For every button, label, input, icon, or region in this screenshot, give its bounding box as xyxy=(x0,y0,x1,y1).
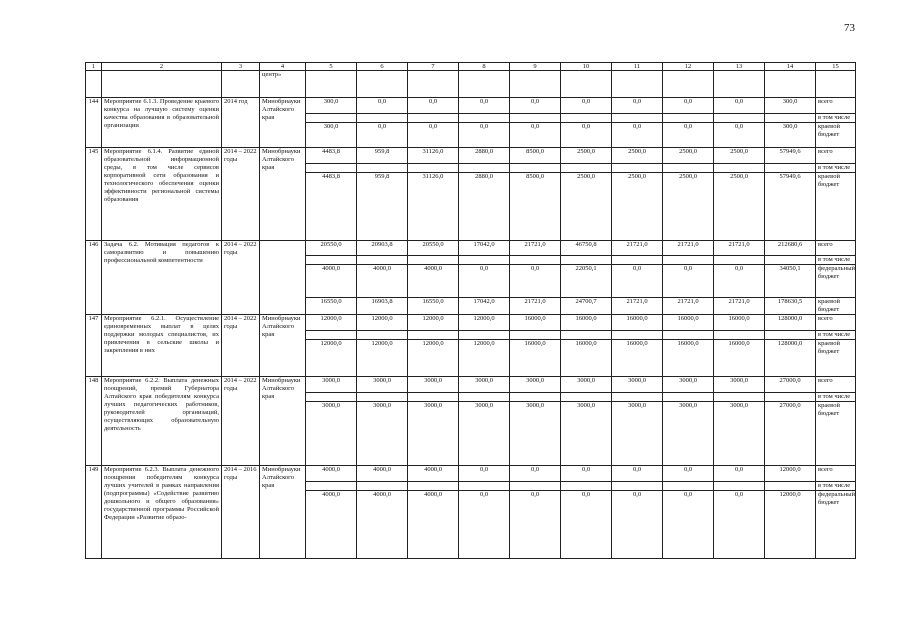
table-cell xyxy=(714,71,765,98)
value-cell: 178630,5 xyxy=(765,298,816,315)
value-cell xyxy=(306,164,357,173)
column-number-cell: 10 xyxy=(561,63,612,71)
table-cell xyxy=(86,71,102,98)
funding-source: федеральный бюджет xyxy=(816,491,856,559)
funding-source: краевой бюджет xyxy=(816,173,856,241)
value-cell xyxy=(459,331,510,340)
funding-source: в том числе xyxy=(816,393,856,402)
value-cell xyxy=(408,114,459,123)
value-cell: 0,0 xyxy=(510,123,561,148)
value-cell xyxy=(714,393,765,402)
value-cell xyxy=(663,482,714,491)
value-cell: 0,0 xyxy=(663,123,714,148)
funding-source: всего xyxy=(816,148,856,164)
funding-source: всего xyxy=(816,98,856,114)
value-cell: 128000,0 xyxy=(765,340,816,377)
value-cell: 300,0 xyxy=(306,98,357,114)
value-cell xyxy=(714,482,765,491)
value-cell: 0,0 xyxy=(714,123,765,148)
value-cell xyxy=(306,393,357,402)
value-cell: 3000,0 xyxy=(663,377,714,393)
value-cell xyxy=(765,164,816,173)
value-cell xyxy=(765,114,816,123)
value-cell: 8500,0 xyxy=(510,148,561,164)
funding-source: в том числе xyxy=(816,114,856,123)
value-cell: 2500,0 xyxy=(714,173,765,241)
row-number: 147 xyxy=(86,315,102,377)
value-cell: 27000,0 xyxy=(765,377,816,393)
value-cell: 3000,0 xyxy=(663,402,714,466)
value-cell xyxy=(306,256,357,265)
value-cell xyxy=(357,331,408,340)
value-cell: 2500,0 xyxy=(612,148,663,164)
value-cell xyxy=(663,114,714,123)
funding-source: краевой бюджет xyxy=(816,123,856,148)
value-cell: 2500,0 xyxy=(663,173,714,241)
value-cell xyxy=(510,114,561,123)
value-cell xyxy=(306,114,357,123)
funding-source: в том числе xyxy=(816,164,856,173)
value-cell xyxy=(561,114,612,123)
table-row xyxy=(86,466,856,482)
value-cell: 16000,0 xyxy=(663,340,714,377)
value-cell: 0,0 xyxy=(714,466,765,482)
column-number-cell: 6 xyxy=(357,63,408,71)
value-cell: 2500,0 xyxy=(714,148,765,164)
value-cell xyxy=(663,164,714,173)
value-cell: 2500,0 xyxy=(561,148,612,164)
value-cell xyxy=(408,256,459,265)
value-cell: 16000,0 xyxy=(612,315,663,331)
row-executor: Минобрнауки Алтайского края xyxy=(260,466,306,559)
value-cell: 22050,1 xyxy=(561,265,612,298)
value-cell xyxy=(561,164,612,173)
row-term: 2014 год xyxy=(222,98,260,148)
row-executor xyxy=(260,241,306,315)
value-cell: 16903,8 xyxy=(357,298,408,315)
budget-table xyxy=(85,62,856,559)
value-cell: 0,0 xyxy=(714,98,765,114)
value-cell: 4000,0 xyxy=(357,466,408,482)
value-cell: 4483,8 xyxy=(306,173,357,241)
value-cell: 21721,0 xyxy=(714,298,765,315)
row-term: 2014 – 2022 годы xyxy=(222,148,260,241)
value-cell: 12000,0 xyxy=(357,340,408,377)
value-cell: 21721,0 xyxy=(663,298,714,315)
value-cell: 0,0 xyxy=(459,98,510,114)
value-cell xyxy=(459,164,510,173)
funding-source: всего xyxy=(816,377,856,393)
table-body xyxy=(86,63,856,559)
column-number-cell: 12 xyxy=(663,63,714,71)
value-cell: 20550,0 xyxy=(306,241,357,256)
value-cell xyxy=(357,164,408,173)
table-row xyxy=(86,148,856,164)
value-cell: 2500,0 xyxy=(663,148,714,164)
value-cell: 12000,0 xyxy=(408,315,459,331)
table-cell xyxy=(663,71,714,98)
row-executor: Минобрнауки Алтайского края xyxy=(260,148,306,241)
value-cell: 0,0 xyxy=(561,491,612,559)
value-cell xyxy=(459,256,510,265)
value-cell xyxy=(714,256,765,265)
value-cell: 3000,0 xyxy=(357,402,408,466)
value-cell: 12000,0 xyxy=(459,315,510,331)
table-row xyxy=(86,98,856,114)
value-cell xyxy=(765,331,816,340)
value-cell: 959,8 xyxy=(357,148,408,164)
value-cell: 57949,6 xyxy=(765,173,816,241)
value-cell: 3000,0 xyxy=(561,377,612,393)
table-cell xyxy=(765,71,816,98)
table-cell xyxy=(408,71,459,98)
value-cell xyxy=(510,482,561,491)
value-cell: 16000,0 xyxy=(510,315,561,331)
value-cell: 4000,0 xyxy=(357,265,408,298)
row-term: 2014 – 2022 годы xyxy=(222,315,260,377)
value-cell: 12000,0 xyxy=(765,466,816,482)
value-cell xyxy=(459,114,510,123)
funding-source: краевой бюджет xyxy=(816,298,856,315)
row-executor: Минобрнауки Алтайского края xyxy=(260,377,306,466)
value-cell: 0,0 xyxy=(357,98,408,114)
value-cell: 20550,0 xyxy=(408,241,459,256)
value-cell: 3000,0 xyxy=(612,377,663,393)
value-cell xyxy=(510,164,561,173)
value-cell: 34050,1 xyxy=(765,265,816,298)
column-number-cell: 2 xyxy=(102,63,222,71)
value-cell xyxy=(612,482,663,491)
value-cell: 3000,0 xyxy=(357,377,408,393)
value-cell xyxy=(663,393,714,402)
value-cell: 3000,0 xyxy=(306,402,357,466)
funding-source: всего xyxy=(816,315,856,331)
value-cell: 8500,0 xyxy=(510,173,561,241)
value-cell: 2880,0 xyxy=(459,173,510,241)
value-cell: 0,0 xyxy=(663,98,714,114)
value-cell: 2500,0 xyxy=(561,173,612,241)
value-cell: 20903,8 xyxy=(357,241,408,256)
row-name: Задача 6.2. Мотивация педагогов к саморазвитию и повышению профессиональной компетентности xyxy=(102,241,222,315)
value-cell: 57949,6 xyxy=(765,148,816,164)
value-cell: 300,0 xyxy=(306,123,357,148)
value-cell: 0,0 xyxy=(714,265,765,298)
column-number-cell: 9 xyxy=(510,63,561,71)
row-name: Мероприятие 6.2.1. Осуществление единовременных выплат в целях поддержки молодых специалистов, их привлечения в сельские школы и закрепления в них xyxy=(102,315,222,377)
value-cell xyxy=(714,114,765,123)
value-cell: 31126,0 xyxy=(408,148,459,164)
value-cell: 4000,0 xyxy=(408,466,459,482)
column-number-cell: 13 xyxy=(714,63,765,71)
value-cell: 0,0 xyxy=(510,491,561,559)
value-cell: 0,0 xyxy=(714,491,765,559)
value-cell xyxy=(765,256,816,265)
column-number-row xyxy=(86,63,856,71)
value-cell xyxy=(765,482,816,491)
column-number-cell: 5 xyxy=(306,63,357,71)
value-cell xyxy=(408,482,459,491)
value-cell xyxy=(714,331,765,340)
funding-source: в том числе xyxy=(816,331,856,340)
value-cell: 16000,0 xyxy=(510,340,561,377)
funding-source: всего xyxy=(816,241,856,256)
value-cell: 21721,0 xyxy=(612,298,663,315)
table-cell xyxy=(612,71,663,98)
value-cell: 959,8 xyxy=(357,173,408,241)
value-cell xyxy=(561,331,612,340)
row-number: 148 xyxy=(86,377,102,466)
value-cell: 12000,0 xyxy=(459,340,510,377)
column-number-cell: 15 xyxy=(816,63,856,71)
value-cell: 12000,0 xyxy=(357,315,408,331)
value-cell: 0,0 xyxy=(510,265,561,298)
value-cell: 24700,7 xyxy=(561,298,612,315)
value-cell: 2880,0 xyxy=(459,148,510,164)
row-term: 2014 – 2022 годы xyxy=(222,241,260,315)
funding-source: в том числе xyxy=(816,482,856,491)
table-cell xyxy=(306,71,357,98)
value-cell: 27000,0 xyxy=(765,402,816,466)
value-cell: 3000,0 xyxy=(306,377,357,393)
value-cell: 0,0 xyxy=(357,123,408,148)
value-cell: 21721,0 xyxy=(714,241,765,256)
value-cell: 0,0 xyxy=(510,98,561,114)
column-number-cell: 8 xyxy=(459,63,510,71)
value-cell: 16000,0 xyxy=(714,315,765,331)
value-cell xyxy=(612,393,663,402)
row-name: Мероприятие 6.1.4. Развитие единой образовательной информационной среды, в том числе сервисов корпоративной сети образования и технологического обеспечения оценки эффективности региональной системы образования xyxy=(102,148,222,241)
row-name: Мероприятие 6.2.2. Выплата денежных поощрений, премий Губернатора Алтайского края победителям конкурса лучших педагогических работников, руководителей организаций, осуществляющих образовательную деятельность xyxy=(102,377,222,466)
value-cell: 3000,0 xyxy=(714,377,765,393)
value-cell: 0,0 xyxy=(663,491,714,559)
funding-source: всего xyxy=(816,466,856,482)
table-cell xyxy=(102,71,222,98)
value-cell: 4000,0 xyxy=(408,491,459,559)
value-cell xyxy=(459,482,510,491)
funding-source: краевой бюджет xyxy=(816,340,856,377)
table-cell xyxy=(561,71,612,98)
row-number: 146 xyxy=(86,241,102,315)
value-cell: 4000,0 xyxy=(357,491,408,559)
value-cell: 12000,0 xyxy=(408,340,459,377)
value-cell: 21721,0 xyxy=(663,241,714,256)
value-cell: 21721,0 xyxy=(510,298,561,315)
value-cell xyxy=(408,331,459,340)
value-cell xyxy=(612,256,663,265)
value-cell: 0,0 xyxy=(459,123,510,148)
value-cell: 4000,0 xyxy=(306,491,357,559)
value-cell xyxy=(612,331,663,340)
value-cell xyxy=(561,482,612,491)
value-cell: 0,0 xyxy=(510,466,561,482)
value-cell xyxy=(714,164,765,173)
value-cell: 0,0 xyxy=(612,123,663,148)
value-cell: 12000,0 xyxy=(306,340,357,377)
value-cell: 0,0 xyxy=(612,491,663,559)
value-cell: 3000,0 xyxy=(714,402,765,466)
table-row xyxy=(86,241,856,256)
value-cell: 3000,0 xyxy=(561,402,612,466)
carry-over-row xyxy=(86,71,856,98)
value-cell: 300,0 xyxy=(765,98,816,114)
table-cell xyxy=(459,71,510,98)
value-cell: 0,0 xyxy=(408,98,459,114)
value-cell xyxy=(357,114,408,123)
value-cell: 0,0 xyxy=(561,98,612,114)
value-cell: 0,0 xyxy=(663,466,714,482)
value-cell: 16000,0 xyxy=(561,315,612,331)
value-cell: 4000,0 xyxy=(408,265,459,298)
value-cell: 0,0 xyxy=(459,265,510,298)
column-number-cell: 11 xyxy=(612,63,663,71)
row-name: Мероприятие 6.1.3. Проведение краевого конкурса на лучшую систему оценки качества образования в образовательной организации xyxy=(102,98,222,148)
table-cell xyxy=(510,71,561,98)
value-cell: 3000,0 xyxy=(510,377,561,393)
value-cell: 16550,0 xyxy=(408,298,459,315)
value-cell: 0,0 xyxy=(459,466,510,482)
value-cell xyxy=(357,256,408,265)
value-cell: 0,0 xyxy=(612,98,663,114)
value-cell xyxy=(510,331,561,340)
value-cell xyxy=(561,393,612,402)
value-cell: 4483,8 xyxy=(306,148,357,164)
row-number: 144 xyxy=(86,98,102,148)
value-cell: 16000,0 xyxy=(663,315,714,331)
value-cell: 212680,6 xyxy=(765,241,816,256)
value-cell: 46750,8 xyxy=(561,241,612,256)
value-cell: 2500,0 xyxy=(612,173,663,241)
value-cell xyxy=(357,393,408,402)
value-cell xyxy=(612,114,663,123)
row-executor: Минобрнауки Алтайского края xyxy=(260,98,306,148)
row-number: 145 xyxy=(86,148,102,241)
value-cell: 12000,0 xyxy=(765,491,816,559)
value-cell: 300,0 xyxy=(765,123,816,148)
value-cell: 3000,0 xyxy=(510,402,561,466)
value-cell: 17042,0 xyxy=(459,241,510,256)
value-cell xyxy=(663,331,714,340)
column-number-cell: 3 xyxy=(222,63,260,71)
value-cell: 0,0 xyxy=(561,123,612,148)
value-cell: 12000,0 xyxy=(306,315,357,331)
row-term: 2014 – 2016 годы xyxy=(222,466,260,559)
value-cell xyxy=(306,482,357,491)
value-cell xyxy=(510,393,561,402)
value-cell: 16000,0 xyxy=(561,340,612,377)
funding-source: федеральный бюджет xyxy=(816,265,856,298)
value-cell: 17042,0 xyxy=(459,298,510,315)
value-cell: 3000,0 xyxy=(459,377,510,393)
value-cell: 0,0 xyxy=(459,491,510,559)
value-cell xyxy=(408,164,459,173)
table-cell xyxy=(816,71,856,98)
value-cell: 21721,0 xyxy=(510,241,561,256)
value-cell xyxy=(306,331,357,340)
funding-source: краевой бюджет xyxy=(816,402,856,466)
value-cell: 31126,0 xyxy=(408,173,459,241)
value-cell xyxy=(663,256,714,265)
column-number-cell: 4 xyxy=(260,63,306,71)
value-cell: 21721,0 xyxy=(612,241,663,256)
value-cell: 128000,0 xyxy=(765,315,816,331)
value-cell: 4000,0 xyxy=(306,265,357,298)
value-cell xyxy=(561,256,612,265)
value-cell: 0,0 xyxy=(663,265,714,298)
row-term: 2014 – 2022 годы xyxy=(222,377,260,466)
value-cell xyxy=(612,164,663,173)
row-number: 149 xyxy=(86,466,102,559)
value-cell: 3000,0 xyxy=(408,402,459,466)
value-cell: 3000,0 xyxy=(459,402,510,466)
value-cell: 16000,0 xyxy=(714,340,765,377)
value-cell: 16000,0 xyxy=(612,340,663,377)
funding-source: в том числе xyxy=(816,256,856,265)
page-number: 73 xyxy=(844,22,855,34)
value-cell xyxy=(765,393,816,402)
row-name: Мероприятие 6.2.3. Выплата денежного поощрения победителям конкурса лучших учителей в рамках направления (подпрограммы) «Содействие развитию дошкольного и общего образования» государственной программы Российской Федерации «Развитие образо- xyxy=(102,466,222,559)
value-cell: 0,0 xyxy=(612,265,663,298)
value-cell: 4000,0 xyxy=(306,466,357,482)
table-row xyxy=(86,377,856,393)
table-row xyxy=(86,315,856,331)
row-executor: Минобрнауки Алтайского края xyxy=(260,315,306,377)
value-cell: 3000,0 xyxy=(408,377,459,393)
value-cell: 0,0 xyxy=(561,466,612,482)
column-number-cell: 14 xyxy=(765,63,816,71)
value-cell: 3000,0 xyxy=(612,402,663,466)
column-number-cell: 1 xyxy=(86,63,102,71)
value-cell xyxy=(459,393,510,402)
value-cell: 16550,0 xyxy=(306,298,357,315)
value-cell: 0,0 xyxy=(612,466,663,482)
value-cell xyxy=(408,393,459,402)
value-cell xyxy=(510,256,561,265)
value-cell: 0,0 xyxy=(408,123,459,148)
table-cell xyxy=(357,71,408,98)
carry-over-executor: центр» xyxy=(260,71,306,98)
column-number-cell: 7 xyxy=(408,63,459,71)
value-cell xyxy=(357,482,408,491)
table-cell xyxy=(222,71,260,98)
